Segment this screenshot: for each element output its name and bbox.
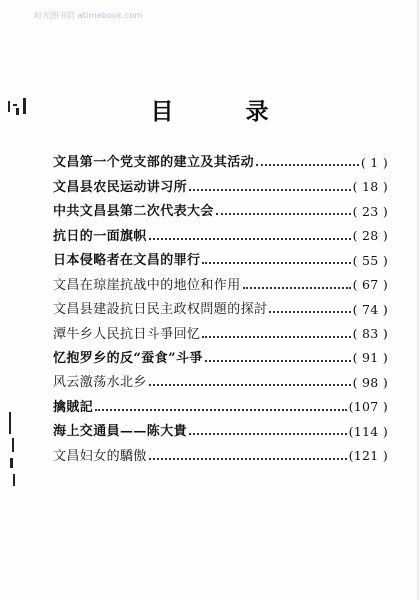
toc-entry-title: 文昌县建設抗日民主政权問題的探討 <box>53 302 268 318</box>
toc-entry-title: 海上交通員——陈大貴 <box>53 424 188 440</box>
toc-entry <box>53 389 388 413</box>
toc-entry-page-number: ( 91 ) <box>352 350 388 366</box>
toc-entry <box>53 341 388 365</box>
toc-entry-title: 文昌县农民运动讲习所 <box>53 179 188 195</box>
dot-leader <box>269 311 350 313</box>
toc-entry-title: 抗日的一面旗帜 <box>53 228 147 244</box>
toc-entry <box>53 218 388 242</box>
toc-entry-title: 擒賊記 <box>53 399 94 415</box>
toc-entry-title: 文昌第一个党支部的建立及其活动 <box>53 155 255 171</box>
toc-entry-page-number: (114 ) <box>348 423 388 439</box>
toc-entry-title: 文昌在琼崖抗战中的地位和作用 <box>53 277 241 293</box>
toc-entry-page-number: (121 ) <box>348 448 388 464</box>
watermark-text: 时光图书馆 atimebook.com <box>34 11 143 20</box>
toc-entry <box>53 414 388 438</box>
toc-heading: 目 录 <box>150 99 301 125</box>
toc-entry-page-number: ( 98 ) <box>352 374 388 390</box>
scan-artifact <box>10 458 13 468</box>
toc-entry-page-number: ( 67 ) <box>352 277 388 293</box>
dot-leader <box>189 189 351 191</box>
toc-entry <box>53 169 388 193</box>
toc-entry-title: 文昌妇女的驕傲 <box>53 448 147 464</box>
scan-artifact <box>9 412 11 434</box>
dot-leader <box>189 433 347 435</box>
table-of-contents <box>53 145 388 463</box>
dot-leader <box>149 384 351 386</box>
scan-artifact <box>12 438 14 452</box>
toc-entry-page-number: ( 28 ) <box>352 228 388 244</box>
dot-leader <box>256 164 359 166</box>
toc-entry <box>53 365 388 389</box>
toc-entry-page-number: ( 55 ) <box>352 252 388 268</box>
toc-entry <box>53 292 388 316</box>
dot-leader <box>216 213 351 215</box>
toc-entry <box>53 438 388 462</box>
toc-entry <box>53 194 388 218</box>
toc-entry-page-number: ( 1 ) <box>360 154 388 170</box>
toc-entry-title: 风云激荡水北乡 <box>53 375 147 391</box>
scan-artifact <box>13 474 15 486</box>
toc-entry-title: 日本侵略者在文昌的罪行 <box>53 253 201 269</box>
toc-entry <box>53 267 388 291</box>
dot-leader <box>202 336 350 338</box>
toc-entry-page-number: ( 74 ) <box>352 301 388 317</box>
toc-entry <box>53 243 388 267</box>
toc-entry-page-number: (107 ) <box>348 399 388 415</box>
dot-leader <box>95 409 346 411</box>
toc-entry-title: 忆抱罗乡的反“蚕食”斗爭 <box>53 350 203 366</box>
dot-leader <box>243 287 351 289</box>
toc-entry-page-number: ( 83 ) <box>352 326 388 341</box>
dot-leader <box>205 360 351 362</box>
dot-leader <box>149 458 347 460</box>
toc-entry-page-number: ( 23 ) <box>352 203 388 219</box>
toc-entry-page-number: ( 18 ) <box>352 179 388 195</box>
toc-entry <box>53 316 388 340</box>
dot-leader <box>202 262 350 264</box>
toc-entry-title: 潭牛乡人民抗日斗爭回忆 <box>53 326 201 342</box>
toc-entry-title: 中共文昌县第二次代表大会 <box>53 204 214 220</box>
toc-entry <box>53 145 388 169</box>
dot-leader <box>149 238 351 240</box>
